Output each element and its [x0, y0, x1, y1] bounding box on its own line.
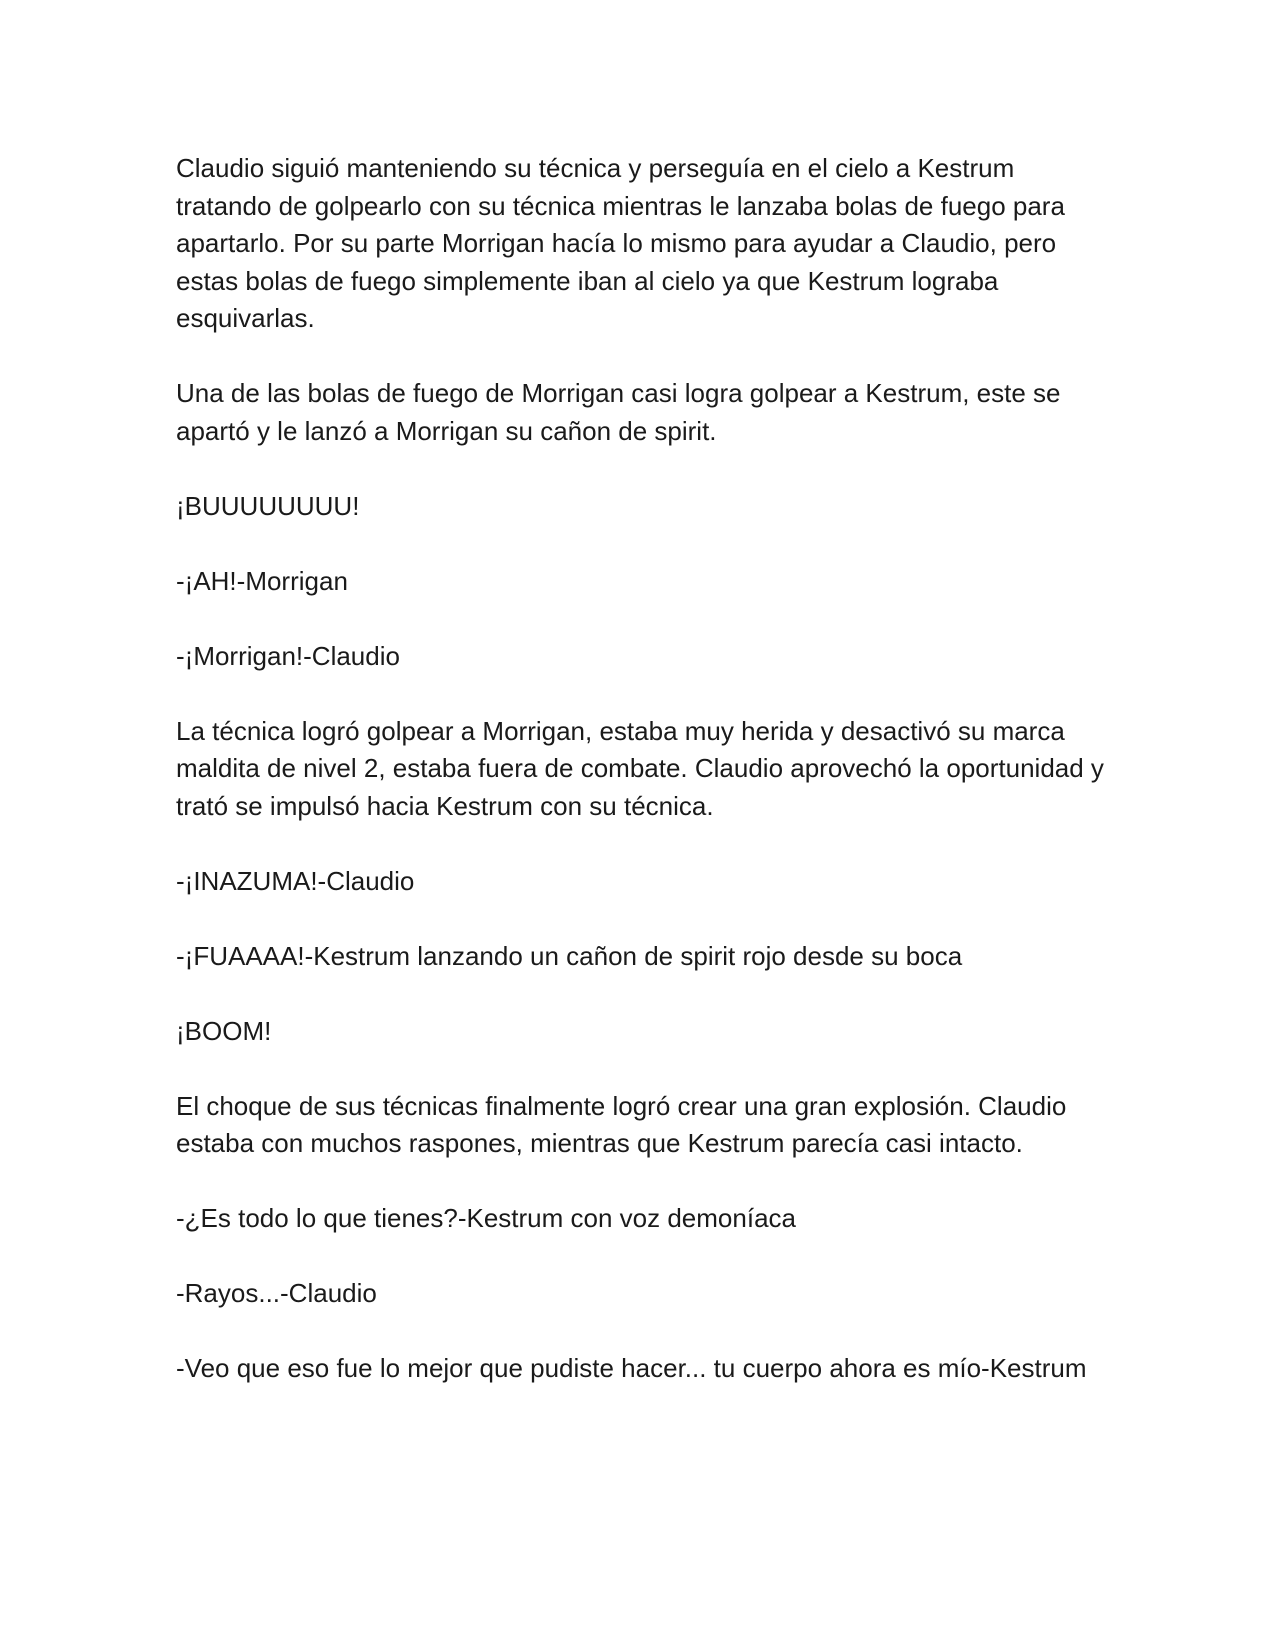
- document-body: [176, 150, 1106, 1388]
- paragraph-11: -¿Es todo lo que tienes?-Kestrum con voz demoníaca: [176, 1203, 796, 1233]
- paragraph-9: ¡BOOM!: [176, 1015, 272, 1046]
- paragraph-13: -Veo que eso fue lo mejor que pudiste hacer... tu cuerpo ahora es mío-Kestrum: [176, 1353, 1087, 1383]
- paragraph-8: -¡FUAAAA!-Kestrum lanzando un cañon de spirit rojo desde su boca: [176, 940, 963, 971]
- paragraph-4: -¡AH!-Morrigan: [176, 565, 348, 596]
- paragraph-3: ¡BUUUUUUUU!: [176, 490, 360, 521]
- paragraph-12: -Rayos...-Claudio: [176, 1278, 377, 1308]
- paragraph-2: Una de las bolas de fuego de Morrigan casi logra golpear a Kestrum, este se apartó y le lanzó a Morrigan su cañon de spirit.: [176, 378, 1061, 446]
- paragraph-6: La técnica logró golpear a Morrigan, estaba muy herida y desactivó su marca maldita de nivel 2, estaba fuera de combate. Claudio aprovechó la oportunidad y trató se impulsó hacia Kestrum con su técnica.: [176, 715, 1104, 821]
- paragraph-7: -¡INAZUMA!-Claudio: [176, 865, 415, 896]
- paragraph-10: El choque de sus técnicas finalmente logró crear una gran explosión. Claudio estaba con muchos raspones, mientras que Kestrum parecía casi intacto.: [176, 1090, 1067, 1158]
- paragraph-1: Claudio siguió manteniendo su técnica y perseguía en el cielo a Kestrum tratando de golpearlo con su técnica mientras le lanzaba bolas de fuego para apartarlo. Por su parte Morrigan hacía lo mismo para ayudar a Claudio, pero estas bolas de fuego simplemente iban al cielo ya que Kestrum lograba esquivarlas.: [176, 153, 1065, 333]
- paragraph-5: -¡Morrigan!-Claudio: [176, 640, 400, 671]
